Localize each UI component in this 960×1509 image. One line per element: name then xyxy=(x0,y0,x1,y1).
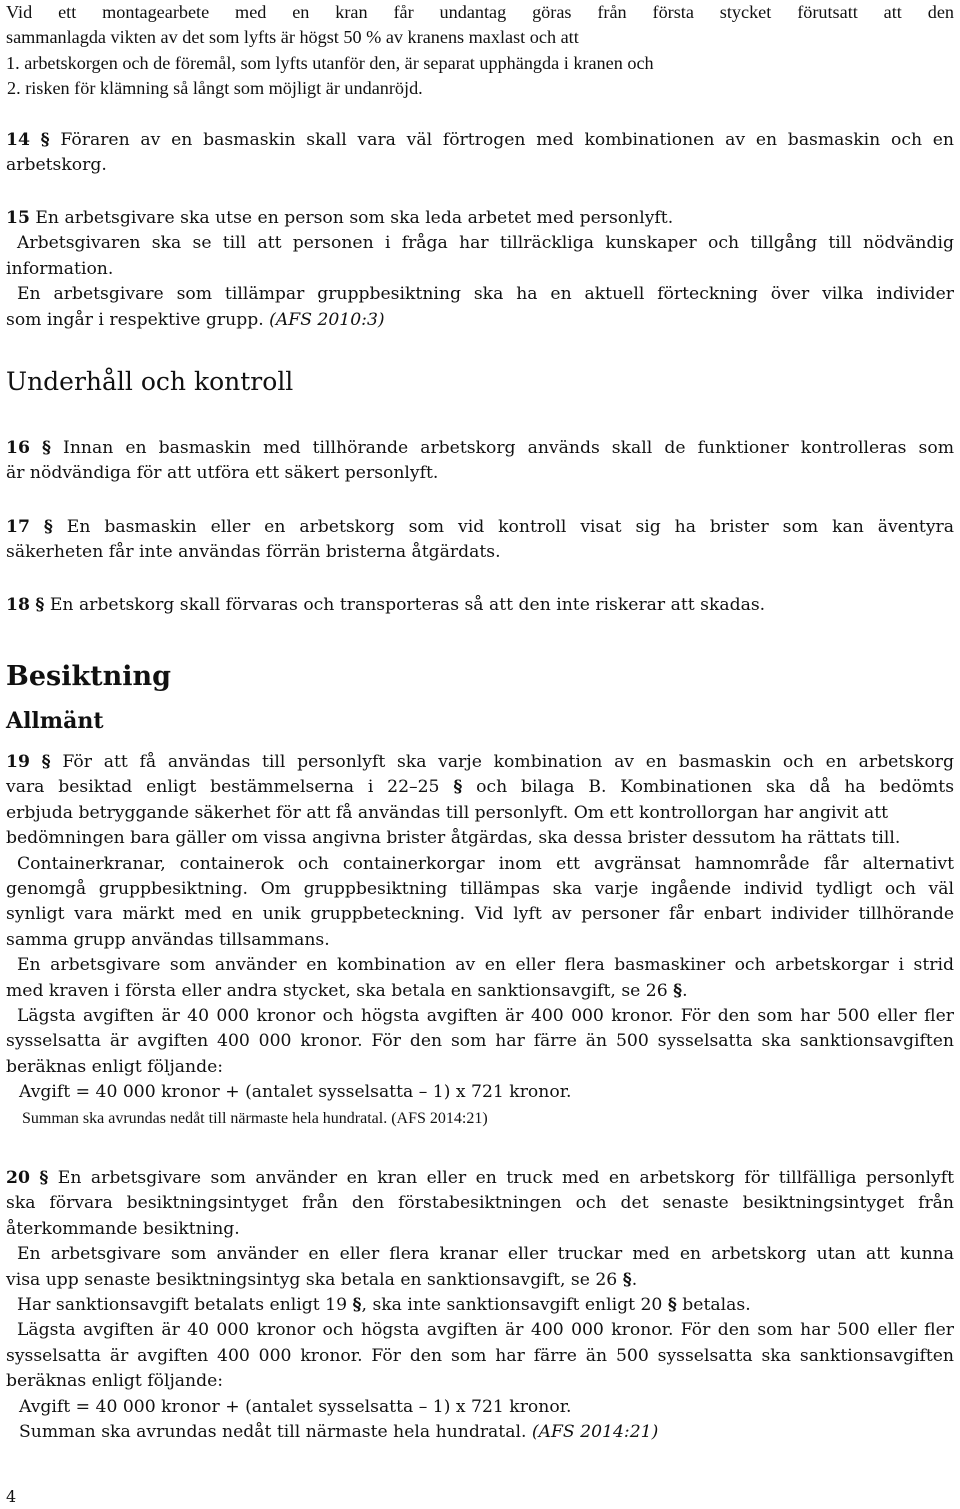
section-sign: § xyxy=(673,980,683,1001)
section-number: 15 xyxy=(6,208,30,228)
section-text: Lägsta avgiften är 40 000 kronor och högsta avgiften är 400 000 kronor. För den som har 500 eller fler xyxy=(17,1006,954,1027)
section-number: 16 xyxy=(6,438,30,458)
intro-line: Vid ett montagearbete med en kran får undantag göras från första stycket förutsatt att den xyxy=(6,2,954,22)
section-text: En arbetsgivare som använder en eller flera kranar eller truckar med en arbetskorg utan att kunna xyxy=(17,1244,954,1265)
section-text: och bilaga B. Kombinationen ska då ha bedömts xyxy=(476,777,955,798)
reference: (AFS 2010:3) xyxy=(269,309,385,330)
section-number: 20 xyxy=(6,1168,30,1188)
section-text: säkerheten får inte användas förrän bristerna åtgärdats. xyxy=(6,542,501,563)
section-text: Lägsta avgiften är 40 000 kronor och högsta avgiften är 400 000 kronor. För den som har 500 eller fler xyxy=(17,1320,954,1341)
section-text: återkommande besiktning. xyxy=(6,1218,240,1239)
section-text: För att få användas till personlyft ska varje kombination av en basmaskin och en arbetskorg xyxy=(62,752,955,772)
section-number: 17 xyxy=(6,517,30,537)
section-sign: § xyxy=(39,1168,49,1188)
section-sign: § xyxy=(352,1295,362,1316)
section-sign: § xyxy=(453,777,463,798)
section-text: , ska inte sanktionsavgift enligt 20 xyxy=(361,1295,663,1316)
section-text: är nödvändiga för att utföra ett säkert personlyft. xyxy=(6,463,439,484)
section-sign: § xyxy=(667,1295,677,1316)
section-text: betalas. xyxy=(682,1295,751,1316)
section-sign: § xyxy=(35,595,45,615)
section-15 xyxy=(6,206,954,333)
section-text: synligt vara märkt med en unik gruppbeteckning. Vid lyft av personer får enbart individer tillhörande xyxy=(6,904,954,925)
formula: Avgift = 40 000 kronor + (antalet sysselsatta – 1) x 721 kronor. xyxy=(19,1082,572,1103)
section-sign: § xyxy=(43,517,53,537)
section-text: En arbetsgivare ska utse en person som ska leda arbetet med personlyft. xyxy=(35,208,674,228)
section-sign: § xyxy=(41,438,51,458)
section-18 xyxy=(6,593,954,618)
section-text: bedömningen bara gäller om vissa angivna brister åtgärdas, ska dessa brister dessutom ha rättats till. xyxy=(6,828,901,849)
section-text: genomgå gruppbesiktning. Om gruppbesiktning tillämpas ska varje ingående individ tydligt och väl xyxy=(6,879,954,900)
heading-besiktning: Besiktning xyxy=(6,661,172,692)
section-text: Innan en basmaskin med tillhörande arbetskorg används skall de funktioner kontrolleras som xyxy=(63,438,955,458)
section-text: beräknas enligt följande: xyxy=(6,1371,224,1392)
section-text: sysselsatta är avgiften 400 000 kronor. För den som har färre än 500 sysselsatta ska sanktionsavgiften xyxy=(6,1031,954,1052)
section-text: sysselsatta är avgiften 400 000 kronor. För den som har färre än 500 sysselsatta ska sanktionsavgiften xyxy=(6,1345,954,1366)
section-sign: § xyxy=(622,1269,632,1290)
section-text: med kraven i första eller andra stycket, ska betala en sanktionsavgift, se 26 xyxy=(6,980,668,1001)
section-14 xyxy=(6,128,954,179)
section-text: som ingår i respektive grupp. xyxy=(6,309,264,330)
formula: Avgift = 40 000 kronor + (antalet sysselsatta – 1) x 721 kronor. xyxy=(19,1396,572,1417)
section-text: information. xyxy=(6,258,114,279)
section-text: En arbetsgivare som använder en kombination av en eller flera basmaskiner och arbetskorgar i strid xyxy=(17,955,954,976)
section-text: Containerkranar, containerok och containerkorgar inom ett avgränsat hamnområde får alternativt xyxy=(17,853,954,874)
section-text: . xyxy=(631,1269,638,1290)
section-text: . xyxy=(682,980,688,1001)
section-sign: § xyxy=(40,130,50,150)
intro-paragraph xyxy=(6,0,954,102)
section-number: 14 xyxy=(6,130,30,150)
section-19 xyxy=(6,750,954,1131)
section-text: erbjuda betryggande säkerhet för att få användas till personlyft. Om ett kontrollorgan har angivit att xyxy=(6,802,889,823)
section-text: arbetskorg. xyxy=(6,155,107,176)
section-text: samma grupp användas tillsammans. xyxy=(6,929,330,950)
section-17 xyxy=(6,515,954,566)
section-number: 19 xyxy=(6,752,30,772)
section-sign: § xyxy=(41,752,51,772)
heading-underhall: Underhåll och kontroll xyxy=(6,367,294,396)
section-text: vara besiktad enligt bestämmelserna i 22–25 xyxy=(6,777,440,798)
page-number: 4 xyxy=(6,1487,17,1506)
section-text: beräknas enligt följande: xyxy=(6,1056,224,1077)
section-text: En arbetskorg skall förvaras och transporteras så att den inte riskerar att skadas. xyxy=(49,595,766,615)
intro-line: sammanlagda vikten av det som lyfts är högst 50 % av kranens maxlast och att xyxy=(6,27,579,48)
heading-allmant: Allmänt xyxy=(6,708,104,734)
reference: (AFS 2014:21) xyxy=(531,1422,659,1443)
section-20 xyxy=(6,1166,954,1445)
section-text: Har sanktionsavgift betalats enligt 19 xyxy=(17,1295,348,1316)
section-text: visa upp senaste besiktningsintyg ska betala en sanktionsavgift, se 26 xyxy=(6,1269,618,1290)
section-text: En basmaskin eller en arbetskorg som vid kontroll visat sig ha brister som kan äventyra xyxy=(66,517,955,537)
section-text: En arbetsgivare som tillämpar gruppbesiktning ska ha en aktuell förteckning över vilka individer xyxy=(17,284,954,305)
section-16 xyxy=(6,436,954,487)
section-number: 18 xyxy=(6,595,30,615)
intro-line: 2. risken för klämning så långt som möjligt är undanröjd. xyxy=(7,78,423,99)
section-text: En arbetsgivare som använder en kran eller en truck med en arbetskorg för tillfälliga personlyft xyxy=(57,1168,954,1188)
section-text: Arbetsgivaren ska se till att personen i fråga har tillräckliga kunskaper och tillgång till nödvändig xyxy=(17,233,954,254)
section-text: ska förvara besiktningsintyget från den förstabesiktningen och det senaste besiktningsintyget från xyxy=(6,1193,954,1214)
rounding-note: Summan ska avrundas nedåt till närmaste hela hundratal. xyxy=(19,1422,527,1443)
intro-line: 1. arbetskorgen och de föremål, som lyfts utanför den, är separat upphängda i kranen och xyxy=(6,52,654,73)
section-text: Föraren av en basmaskin skall vara väl förtrogen med kombinationen av en basmaskin och en xyxy=(60,130,954,150)
rounding-note: Summan ska avrundas nedåt till närmaste hela hundratal. (AFS 2014:21) xyxy=(22,1109,488,1127)
